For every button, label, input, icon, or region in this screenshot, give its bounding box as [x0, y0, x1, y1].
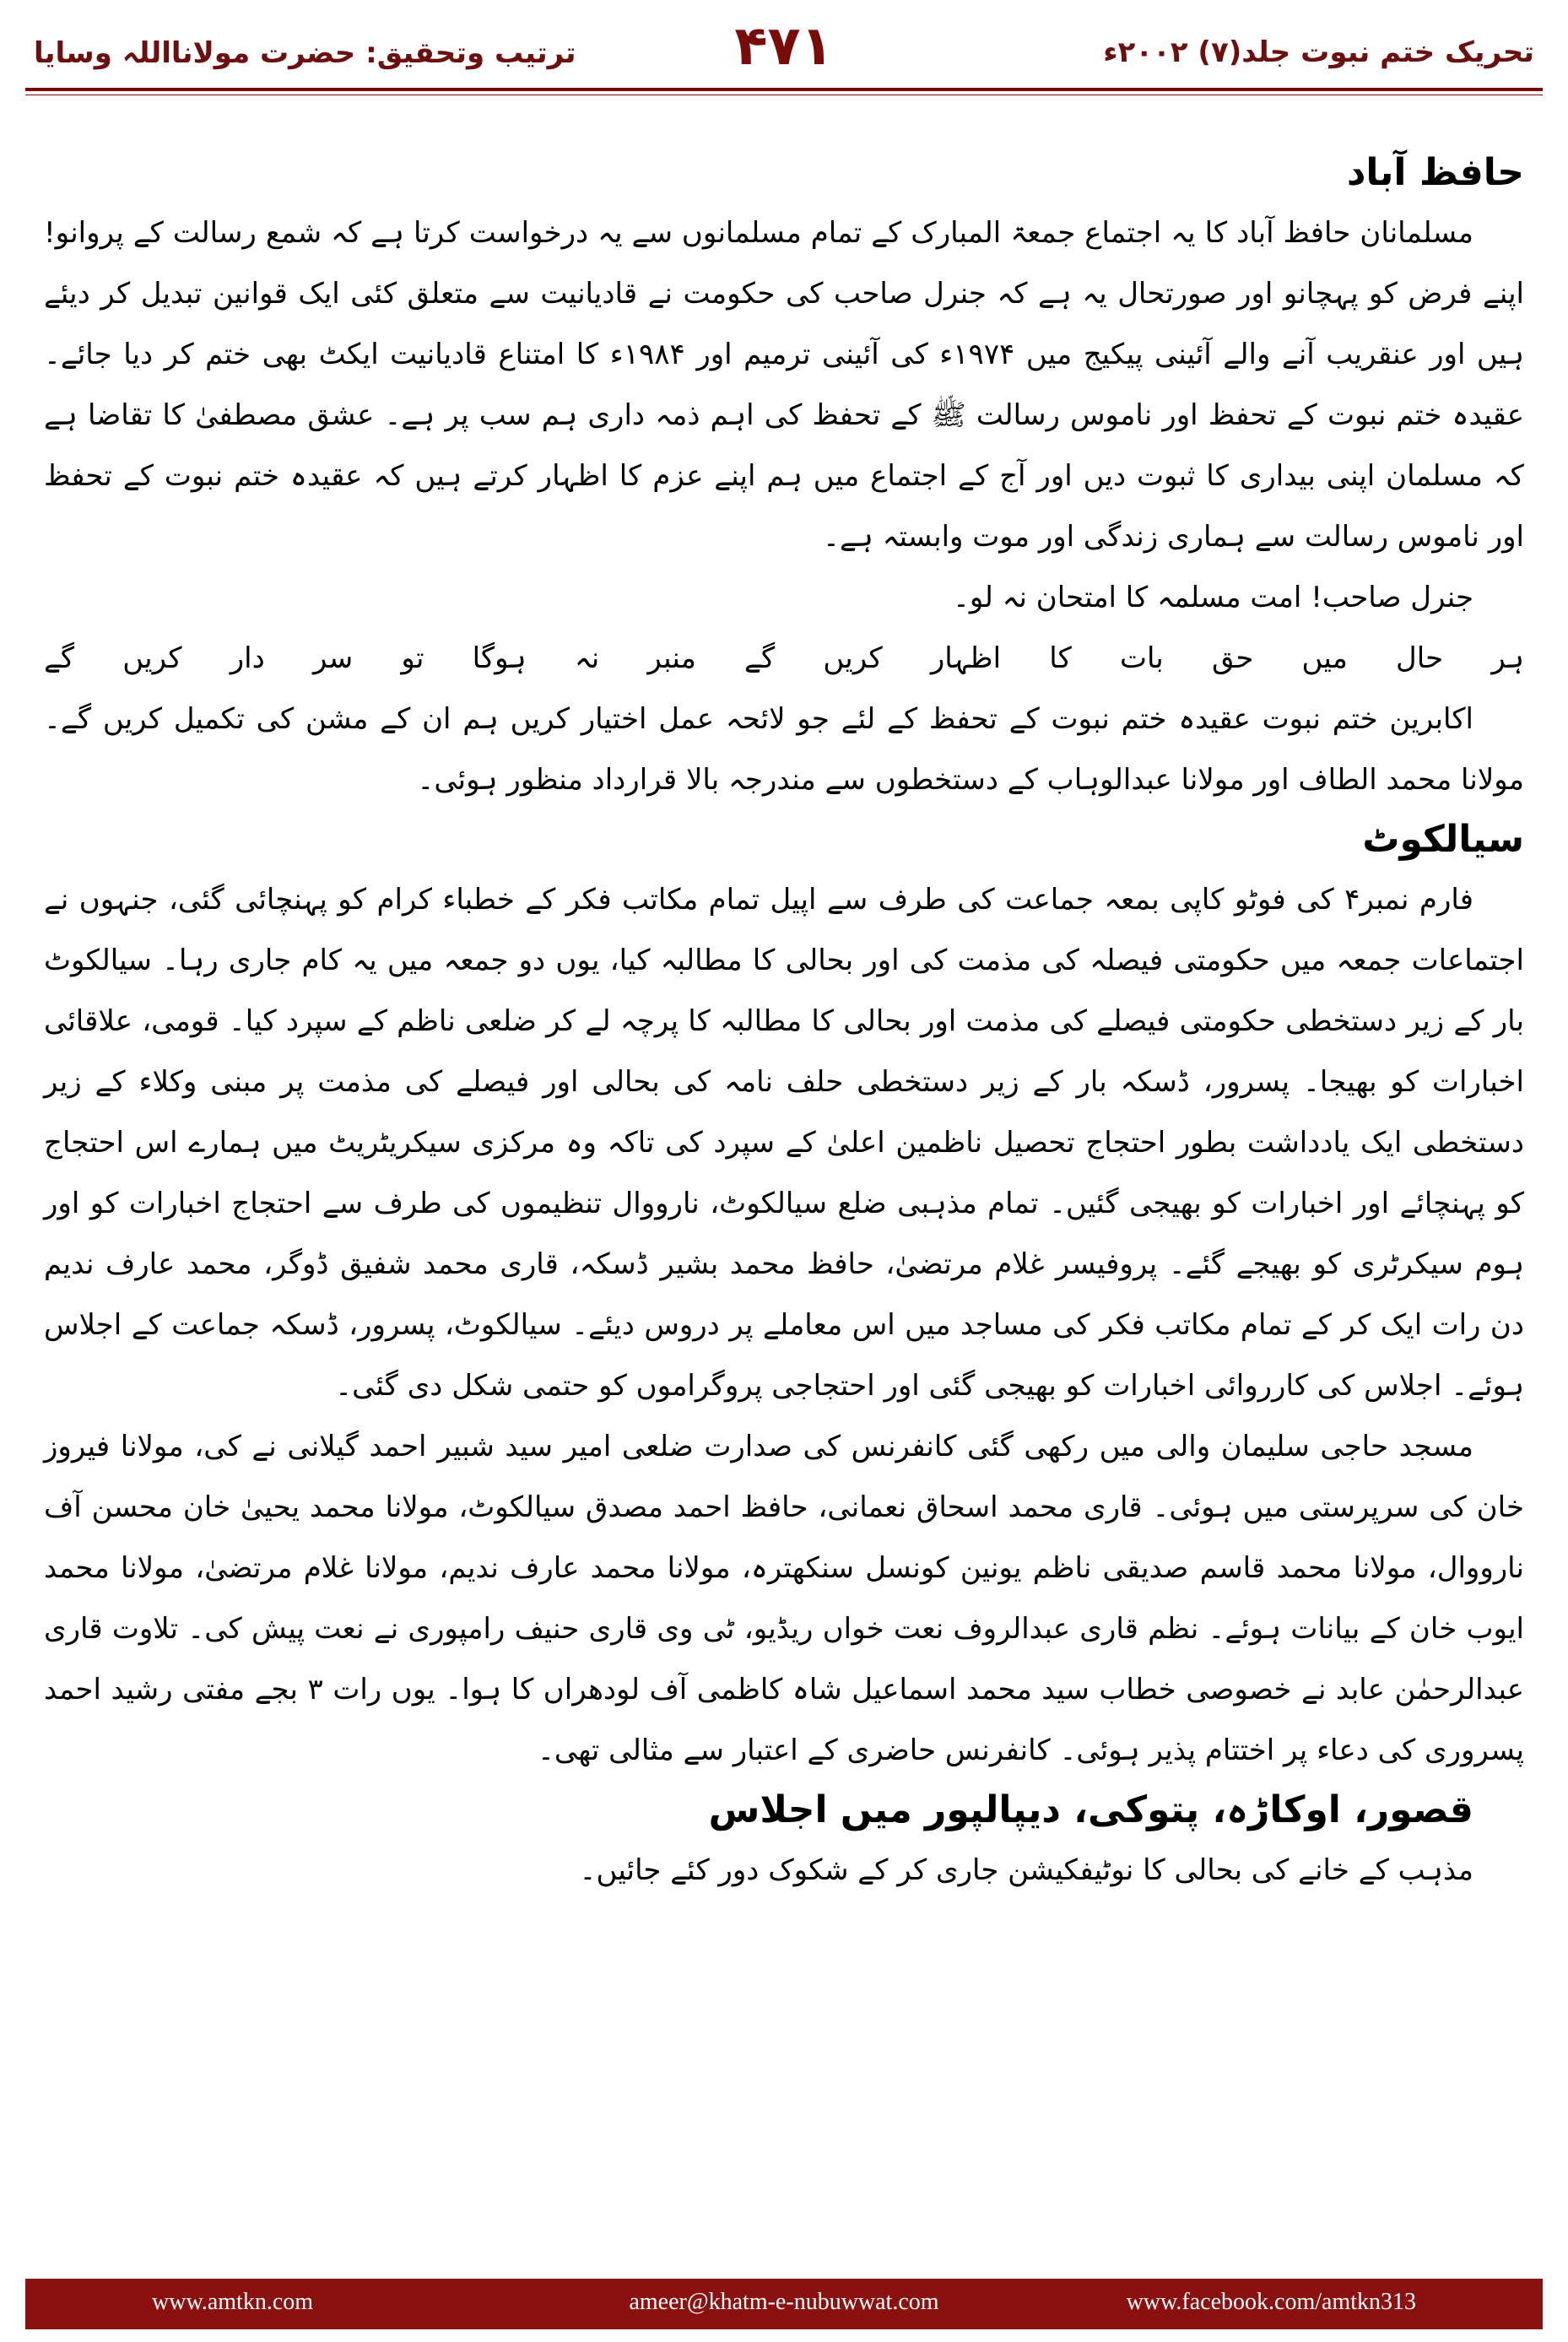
sialkot-paragraph-1: فارم نمبر۴ کی فوٹو کاپی بمعہ جماعت کی طرف سے اپیل تمام مکاتب فکر کے خطباء کرام کو پہنچائی گئی، جنہوں نے اجتماعات جمعہ میں حکومتی فیصلہ کی مذمت کی اور بحالی کا مطالبہ کیا، یوں دو جمعہ میں یہ کام جاری رہا۔ سیالکوٹ بار کے زیر دستخطی حکومتی فیصلے کی مذمت اور بحالی کا مطالبہ کا پرچہ لے کر ضلعی ناظم کے سپرد کیا۔ قومی، علاقائی اخبارات کو بھیجا۔ پسرور، ڈسکہ بار کے زیر دستخطی حلف نامہ کی بحالی اور فیصلے کی مذمت پر مبنی وکلاء کے زیر دستخطی ایک یادداشت بطور احتجاج تحصیل ناظمین اعلیٰ کے سپرد کی تاکہ وہ مرکزی سیکریٹریٹ میں ہمارے اس احتجاج کو پہنچائے اور اخبارات کو بھیجی گئیں۔ تمام مذہبی ضلع سیالکوٹ، نارووال تنظیموں کی طرف سے احتجاج اخبارات کو اور ہوم سیکرٹری کو بھیجے گئے۔ پروفیسر غلام مرتضیٰ، حافظ محمد بشیر ڈسکہ، قاری محمد شفیق ڈوگر، محمد عارف ندیم دن رات ایک کر کے تمام مکاتب فکر کی مساجد میں اس معاملے پر دروس دیئے۔ سیالکوٹ، پسرور، ڈسکہ جماعت کے اجلاس ہوئے۔ اجلاس کی کارروائی اخبارات کو بھیجی گئی اور احتجاجی پروگراموں کو حتمی شکل دی گئی۔ [44, 883, 1524, 1403]
kasur-paragraph: مذہب کے خانے کی بحالی کا نوٹیفکیشن جاری کر کے شکوک دور کئے جائیں۔ [579, 1853, 1473, 1887]
footer-email-link[interactable]: ameer@khatm-e-nubuwwat.com [629, 2289, 939, 2315]
section-heading-kasur: قصور، اوکاڑہ، پتوکی، دیپالپور میں اجلاس [708, 1788, 1473, 1831]
book-title: تحریک ختم نبوت جلد(۷) ۲۰۰۲ء [1103, 35, 1534, 69]
hafizabad-resolution-paragraph: مسلمانان حافظ آباد کا یہ اجتماع جمعۃ المبارک کے تمام مسلمانوں سے یہ درخواست کرتا ہے کہ شمع رسالت کے پروانو! اپنے فرض کو پہچانو اور صورتحال یہ ہے کہ جنرل صاحب کی حکومت نے قادیانیت سے متعلق کئی ایک قوانین تبدیل کر دیئے ہیں اور عنقریب آنے والے آئینی پیکیج میں ۱۹۷۴ء کی آئینی ترمیم اور ۱۹۸۴ء کا امتناع قادیانیت ایکٹ بھی ختم کر دیا جائے۔ عقیدہ ختم نبوت کے تحفظ اور ناموس رسالت ﷺ کے تحفظ کی اہم ذمہ داری ہم سب پر ہے۔ عشق مصطفیٰ کا تقاضا ہے کہ مسلمان اپنی بیداری کا ثبوت دیں اور آج کے اجتماع میں ہم اپنے عزم کا اظہار کرتے ہیں کہ عقیدہ ختم نبوت کے تحفظ اور ناموس رسالت سے ہماری زندگی اور موت وابستہ ہے۔ [44, 216, 1524, 554]
sialkot-paragraph-2: مسجد حاجی سلیمان والی میں رکھی گئی کانفرنس کی صدارت ضلعی امیر سید شبیر احمد گیلانی نے کی، مولانا فیروز خان کی سرپرستی میں ہوئی۔ قاری محمد اسحاق نعمانی، حافظ احمد مصدق سیالکوٹ، مولانا محمد یحییٰ خان محسن آف نارووال، مولانا محمد قاسم صدیقی ناظم یونین کونسل سنکھترہ، مولانا محمد عارف ندیم، مولانا غلام مرتضیٰ، مولانا محمد ایوب خان کے بیانات ہوئے۔ نظم قاری عبدالروف نعت خواں ریڈیو، ٹی وی قاری حنیف رامپوری نے نعت پیش کی۔ تلاوت قاری عبدالرحمٰن عابد نے خصوصی خطاب سید محمد اسماعیل شاہ کاظمی آف لودھراں کا ہوا۔ یوں رات ۳ بجے مفتی رشید احمد پسروری کی دعاء پر اختتام پذیر ہوئی۔ کانفرنس حاضری کے اعتبار سے مثالی تھی۔ [44, 1430, 1524, 1767]
hafizabad-slogan: جنرل صاحب! امت مسلمہ کا امتحان نہ لو۔ [952, 581, 1473, 614]
compiler-credit: ترتیب وتحقیق: حضرت مولانااللہ وسایا [34, 36, 576, 70]
page-number: ۴۷۱ [734, 15, 834, 78]
page-body [44, 143, 1524, 1901]
footer-website-link[interactable]: www.amtkn.com [152, 2289, 314, 2315]
section-heading-sialkot: سیالکوٹ [1362, 818, 1524, 861]
hafizabad-closing-paragraph: اکابرین ختم نبوت عقیدہ ختم نبوت کے تحفظ کے لئے جو لائحہ عمل اختیار کریں ہم ان کے مشن کی تکمیل کریں گے۔ مولانا محمد الطاف اور مولانا عبدالوہاب کے دستخطوں سے مندرجہ بالا قرارداد منظور ہوئی۔ [44, 702, 1524, 797]
hafizabad-couplet: ہر حال میں حق بات کا اظہار کریں گے منبر نہ ہوگا تو سر دار کریں گے [44, 641, 1524, 675]
page-header [0, 0, 1568, 101]
page-footer [25, 2279, 1543, 2329]
section-heading-hafizabad: حافظ آباد [1346, 151, 1524, 194]
footer-facebook-link[interactable]: www.facebook.com/amtkn313 [1126, 2289, 1416, 2315]
header-rule [25, 88, 1543, 91]
